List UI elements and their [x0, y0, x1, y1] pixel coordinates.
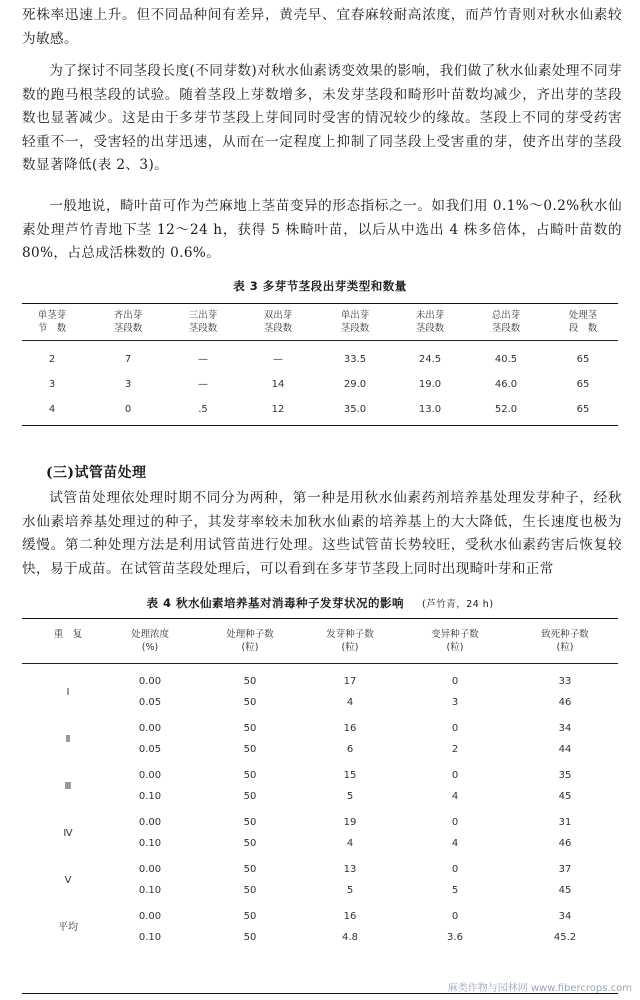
table4-cell: 50	[243, 817, 257, 828]
table3-cell: 52.0	[494, 404, 518, 415]
table4-cell: 17	[343, 676, 357, 687]
table3-bottom-rule	[22, 425, 618, 426]
table4-group-label: Ⅲ	[64, 781, 72, 792]
table4-cell: 0.10	[138, 838, 162, 849]
table4-cell: 19	[343, 817, 357, 828]
table4-cell: 0.00	[138, 723, 162, 734]
table4-cell: 44	[558, 744, 572, 755]
table3-cell: .5	[198, 404, 208, 415]
table3-cell: 33.5	[343, 354, 367, 365]
table4-cell: 0	[451, 911, 459, 922]
table4-cell: 3	[451, 697, 459, 708]
table4-caption	[0, 595, 640, 611]
table3-header-rule	[22, 340, 618, 341]
table4-cell: 0.10	[138, 791, 162, 802]
table3-cell: 19.0	[418, 379, 442, 390]
table3-cell: —	[273, 354, 283, 365]
table3-cell: —	[198, 354, 208, 365]
table4-cell: 4	[451, 791, 459, 802]
table4-header-cell: 处理浓度 (%)	[130, 629, 169, 653]
table4-header-cell: 变异种子数 (粒)	[431, 629, 479, 653]
table4-group-label: Ⅴ	[64, 875, 72, 886]
table3-cell: 0	[124, 404, 132, 415]
table4-note: (芦竹青，24 h)	[421, 599, 494, 610]
table3-cell: 35.0	[343, 404, 367, 415]
paragraph-0: 死株率迅速上升。但不同品种间有差异，黄壳早、宜春麻较耐高浓度，而芦竹青则对秋水仙素较为敏感。	[22, 7, 622, 47]
table3-cell: 24.5	[418, 354, 442, 365]
table4-cell: 0.00	[138, 911, 162, 922]
table4-cell: 50	[243, 676, 257, 687]
table3-cell: 65	[576, 354, 590, 365]
table3-caption: 表 3 多芽节茎段出芽类型和数量	[233, 279, 407, 293]
table3-cell: —	[198, 379, 208, 390]
table4-cell: 33	[558, 676, 572, 687]
table4-cell: 45	[558, 885, 572, 896]
table3-header-cell: 处理茎 段 数	[568, 310, 598, 334]
table3-header-cell: 总出芽 茎段数	[491, 310, 521, 334]
table4-cell: 45	[558, 791, 572, 802]
table4-cell: 50	[243, 744, 257, 755]
table4-header-cell: 处理种子数 (粒)	[226, 629, 274, 653]
table4-group-label: Ⅱ	[65, 734, 71, 745]
table4-cell: 0.10	[138, 885, 162, 896]
table4-header-cell: 发芽种子数 (粒)	[326, 629, 374, 653]
table4-cell: 50	[243, 723, 257, 734]
table4-cell: 0.00	[138, 770, 162, 781]
table4-cell: 0	[451, 817, 459, 828]
table3-cell: 12	[271, 404, 285, 415]
table4-cell: 0	[451, 723, 459, 734]
table4-cell: 0	[451, 676, 459, 687]
table3-header-cell: 单出芽 茎段数	[340, 310, 370, 334]
table4-title: 表 4 秋水仙素培养基对消毒种子发芽状况的影响	[146, 596, 404, 610]
table3-cell: 3	[48, 379, 56, 390]
paragraph-3: 试管苗处理依处理时期不同分为两种，第一种是用秋水仙素药剂培养基处理发芽种子，经秋水仙素培养基处理过的种子，其发芽率较未加秋水仙素的培养基上的大大降低，生长速度也极为缓慢。第二种处理方法是利用试管苗进行处理。这些试管苗长势较旺，受秋水仙素药害后恢复较快，易于成苗。在试管苗茎段处理后，可以看到在多芽节茎段上同时出现畸叶芽和正常	[22, 490, 622, 577]
table4-cell: 16	[343, 911, 357, 922]
table4-cell: 0.10	[138, 932, 162, 943]
table4-top-rule	[22, 618, 618, 619]
table4-cell: 50	[243, 864, 257, 875]
table4-cell: 0.00	[138, 817, 162, 828]
table4-cell: 5	[346, 885, 354, 896]
table3-cell: 3	[124, 379, 132, 390]
paragraph-1: 为了探讨不同茎段长度(不同芽数)对秋水仙素诱变效果的影响，我们做了秋水仙素处理不同芽数的跑马根茎段的试验。随着茎段上芽数增多，未发芽茎段和畸形叶苗数均减少，齐出芽的茎段数也显著减少。这是由于多芽节茎段上芽间同时受害的情况较少的缘故。茎段上不同的芽受药害轻重不一，受害轻的出芽迅速，从而在一定程度上抑制了同茎段上受害重的芽，使齐出芽的茎段数显著降低(表 2、3)。	[22, 63, 622, 173]
table4-cell: 46	[558, 838, 572, 849]
table4-cell: 6	[346, 744, 354, 755]
table3-cell: 4	[48, 404, 56, 415]
table4-group-label: 平均	[58, 922, 78, 933]
table4-cell: 37	[558, 864, 572, 875]
table4-group-label: I	[66, 687, 70, 698]
table4-header-rule	[22, 663, 618, 664]
table4-cell: 4	[451, 838, 459, 849]
table4-cell: 45.2	[553, 932, 577, 943]
table4-cell: 50	[243, 885, 257, 896]
table3-header-cell: 双出芽 茎段数	[263, 310, 293, 334]
table4-cell: 16	[343, 723, 357, 734]
table3-header-cell: 三出芽 茎段数	[188, 310, 218, 334]
table3-cell: 13.0	[418, 404, 442, 415]
table4-cell: 35	[558, 770, 572, 781]
table4-cell: 31	[558, 817, 572, 828]
table3-header-cell: 未出芽 茎段数	[415, 310, 445, 334]
table4-cell: 4	[346, 838, 354, 849]
table4-group-label: Ⅳ	[63, 828, 73, 839]
table3-cell: 7	[124, 354, 132, 365]
table4-cell: 0	[451, 864, 459, 875]
table4-cell: 50	[243, 838, 257, 849]
table4-cell: 13	[343, 864, 357, 875]
table3-cell: 46.0	[494, 379, 518, 390]
table4-cell: 50	[243, 911, 257, 922]
table4-cell: 50	[243, 932, 257, 943]
table3-cell: 40.5	[494, 354, 518, 365]
paragraph-2: 一般地说，畸叶苗可作为苎麻地上茎苗变异的形态指标之一。如我们用 0.1%～0.2%秋水仙素处理芦竹青地下茎 12～24 h，获得 5 株畸叶苗，以后从中选出 4 株多倍体，占畸叶苗数的 80%，占总成活株数的 0.6%。	[22, 198, 622, 261]
table4-cell: 50	[243, 697, 257, 708]
table4-cell: 0.00	[138, 864, 162, 875]
table3-cell: 29.0	[343, 379, 367, 390]
table4-cell: 15	[343, 770, 357, 781]
table4-cell: 0	[451, 770, 459, 781]
table4-cell: 50	[243, 791, 257, 802]
table4-cell: 0.05	[138, 744, 162, 755]
section-heading: (三)试管苗处理	[46, 465, 147, 481]
table4-cell: 5	[451, 885, 459, 896]
table4-header-cell: 致死种子数 (粒)	[541, 629, 589, 653]
table4-cell: 50	[243, 770, 257, 781]
table4-cell: 46	[558, 697, 572, 708]
table4-cell: 5	[346, 791, 354, 802]
table4-header-cell: 重 复	[53, 629, 83, 640]
table4-cell: 4.8	[342, 932, 358, 943]
table4-cell: 2	[451, 744, 459, 755]
table3-cell: 14	[271, 379, 285, 390]
table4-cell: 34	[558, 723, 572, 734]
table4-cell: 0.05	[138, 697, 162, 708]
table4-cell: 0.00	[138, 676, 162, 687]
table4-cell: 3.6	[447, 932, 463, 943]
table4-cell: 4	[346, 697, 354, 708]
table3-header-cell: 齐出芽 茎段数	[113, 310, 143, 334]
table3-cell: 2	[48, 354, 56, 365]
table3-cell: 65	[576, 404, 590, 415]
table3-header-cell: 单茎芽 节 数	[37, 310, 67, 334]
watermark: 麻类作物与园林网 www.fibercrops.com	[447, 983, 632, 994]
table3-top-rule	[22, 303, 618, 304]
table3-cell: 65	[576, 379, 590, 390]
table4-cell: 34	[558, 911, 572, 922]
